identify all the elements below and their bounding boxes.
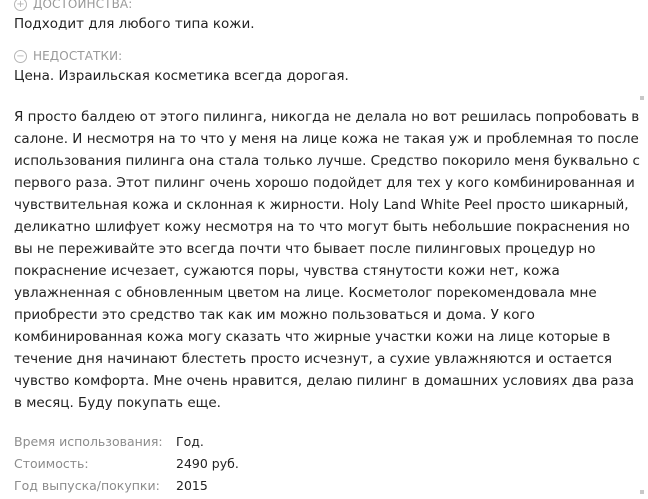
detail-label: Год выпуска/покупки: — [14, 478, 160, 493]
minus-icon: − — [14, 50, 27, 63]
review-text — [14, 106, 640, 414]
detail-row-purchase-year — [14, 475, 634, 497]
review-line: вы не переживайте это всегда почти что бывает после пилинговых процедур но — [14, 241, 596, 257]
review-line: Я просто балдею от этого пилинга, никогда не делала но вот решилась попробовать в — [14, 109, 640, 125]
detail-value: Год. — [176, 434, 204, 449]
review-line: покраснение исчезает, сужаются поры, чувства стянутости кожи нет, кожа — [14, 263, 560, 279]
detail-value: 2015 — [176, 478, 208, 493]
cons-text: Цена. Израильская косметика всегда дорогая. — [14, 68, 349, 84]
cons-header — [14, 48, 634, 64]
pros-header — [14, 0, 634, 12]
review-line: использования пилинга она стала только лучше. Средство покорило меня буквально с — [14, 153, 640, 169]
pros-text: Подходит для любого типа кожи. — [14, 16, 255, 32]
review-line: комбинированная кожа могу сказать что жирные участки кожи на лице которые в — [14, 329, 611, 345]
review-block — [14, 0, 640, 497]
review-line: салоне. И несмотря на то что у меня на лице кожа не такая уж и проблемная то после — [14, 131, 639, 147]
detail-label: Время использования: — [14, 434, 163, 449]
plus-icon: + — [14, 0, 27, 11]
cons-label: НЕДОСТАТКИ: — [33, 49, 123, 63]
detail-row-cost — [14, 453, 634, 475]
review-line: увлажненная с обновленным цветом на лице. Косметолог порекомендовала мне — [14, 285, 597, 301]
review-line: первого раза. Этот пилинг очень хорошо подойдет для тех у кого комбинированная и — [14, 175, 635, 191]
review-line: деликатно шлифует кожу несмотря на то что могут быть небольшие покраснения но — [14, 219, 630, 235]
pros-label: ДОСТОИНСТВА: — [33, 0, 133, 11]
review-line: чувство комфорта. Мне очень нравится, делаю пилинг в домашних условиях два раза — [14, 373, 634, 389]
review-line: чувствительная кожа и склонная к жирности. Holy Land White Peel просто шикарный, — [14, 197, 629, 213]
review-line: в месяц. Буду покупать еще. — [14, 395, 221, 411]
scrollbar[interactable] — [638, 0, 648, 499]
detail-value: 2490 руб. — [176, 456, 239, 471]
review-line: приобрести это средство так как им можно пользоваться и дома. У кого — [14, 307, 535, 323]
scrollbar-mark — [640, 96, 644, 100]
scrollbar-mark — [640, 490, 644, 494]
review-line: течение дня начинают блестеть просто исчезнут, а сухие увлажняются и остается — [14, 351, 613, 367]
detail-label: Стоимость: — [14, 456, 89, 471]
detail-row-usage-time — [14, 431, 634, 453]
review-details — [14, 431, 634, 497]
